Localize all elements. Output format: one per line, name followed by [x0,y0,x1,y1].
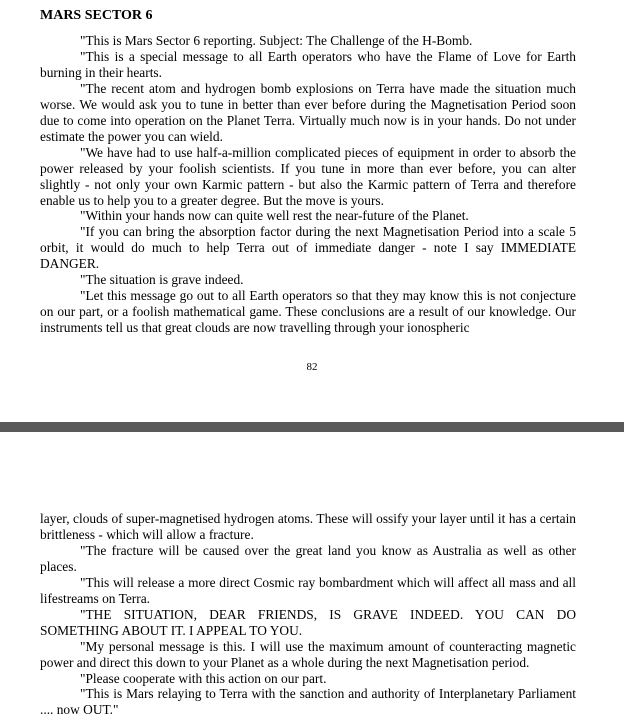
paragraph: "Please cooperate with this action on our part. [80,670,327,686]
paragraph: "This is Mars Sector 6 reporting. Subject: The Challenge of the H-Bomb. [80,33,473,48]
paragraph-continuation: layer, clouds of super-magnetised hydrogen atoms. These will ossify your layer until it has a certain brittleness - which will allow a fracture. [40,511,576,542]
paragraph: "If you can bring the absorption factor during the next Magnetisation Period into a scale 5 orbit, it would do much to help Terra out of immediate danger - note I say IMMEDIATE DANGER. [40,224,576,272]
paragraph: "The situation is grave indeed. [80,272,244,288]
paragraph: "This is a special message to all Earth operators who have the Flame of Love for Earth burning in their hearts. [40,48,576,80]
page-divider [0,422,624,432]
paragraph: "This will release a more direct Cosmic ray bombardment which will affect all mass and all lifestreams on Terra. [40,574,576,606]
paragraph: "The recent atom and hydrogen bomb explosions on Terra have made the situation much worse. We would ask you to tune in better than ever before during the Magnetisation Period soon due to come into operation on the Planet Terra. Virtually much now is in your hands. Do not under estimate the power you can wield. [40,80,576,144]
paragraph: "Within your hands now can quite well rest the near-future of the Planet. [80,208,469,224]
page-83 [0,432,624,728]
paragraph: "This is Mars relaying to Terra with the sanction and authority of Interplanetary Parliament .... now OUT." [40,686,576,718]
section-heading: MARS SECTOR 6 [40,8,153,23]
paragraph: "THE SITUATION, DEAR FRIENDS, IS GRAVE INDEED. YOU CAN DO SOMETHING ABOUT IT. I APPEAL TO YOU. [40,606,576,638]
paragraph: "Let this message go out to all Earth operators so that they may know this is not conjecture on our part, or a foolish mathematical game. These conclusions are a result of our knowledge. Our instruments tell us that great clouds are now travelling through your ionospheric [40,288,576,336]
paragraph: "My personal message is this. I will use the maximum amount of counteracting magnetic power and direct this down to your Planet as a whole during the next Magnetisation period. [40,638,576,670]
paragraph: "The fracture will be caused over the great land you know as Australia as well as other places. [40,542,576,574]
paragraph: "We have had to use half-a-million complicated pieces of equipment in order to absorb the power released by your foolish scientists. If you tune in more than ever before, you can alter slightly - not only your own Karmic pattern - but also the Karmic pattern of Terra and therefore enable us to help you to a greater degree. But the move is yours. [40,144,576,208]
page-82-body [40,33,576,336]
page-83-body [40,511,576,718]
page-number: 82 [306,361,318,373]
